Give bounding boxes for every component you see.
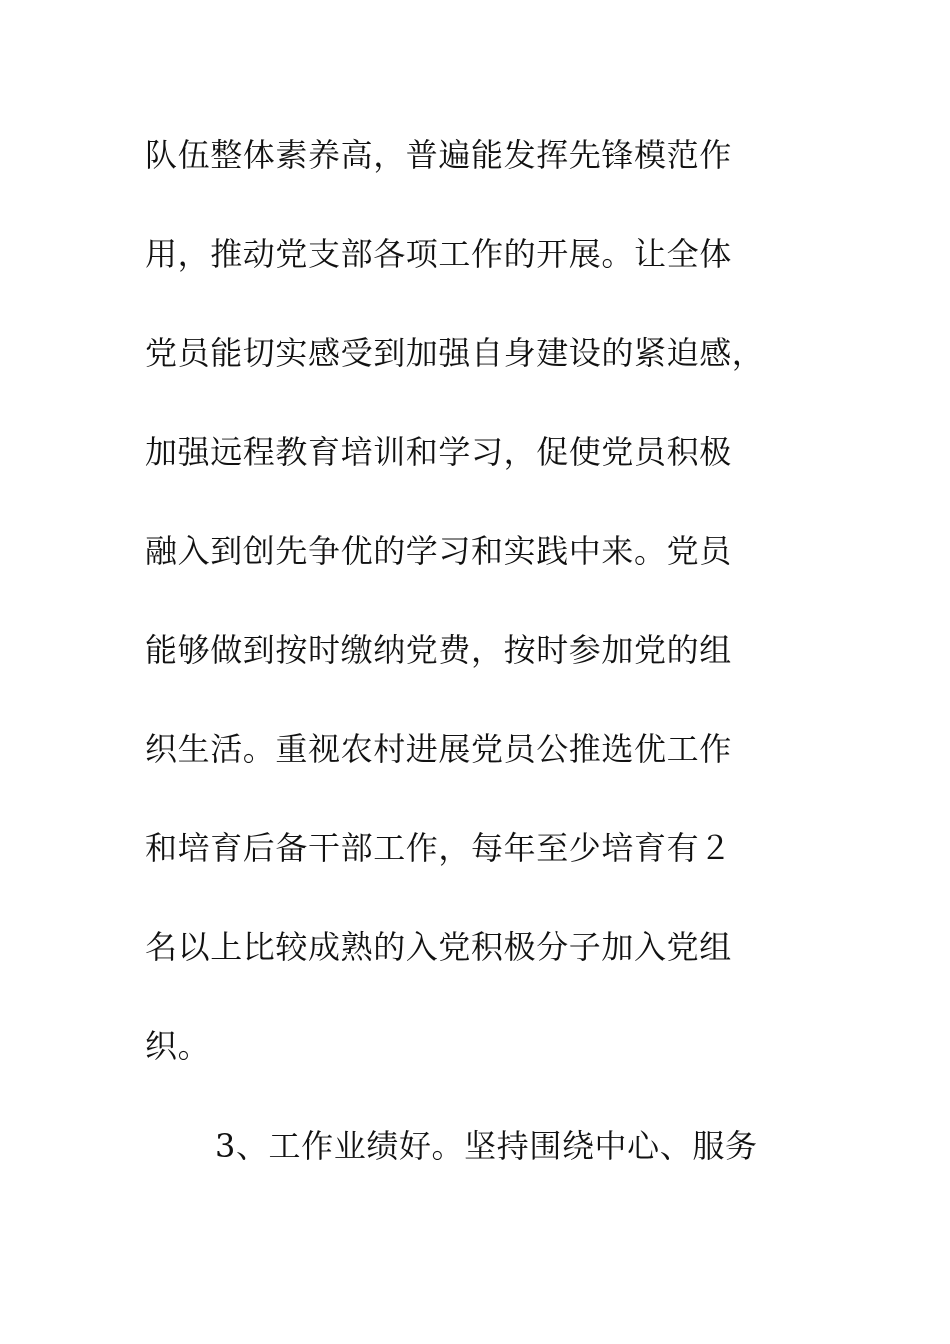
paragraph-2 [145,1117,805,1216]
text-line: 3、工作业绩好。坚持围绕中心、服务 [215,1127,758,1165]
text-line: 名以上比较成熟的入党积极分子加入党组 [145,928,732,966]
text-line: 加强远程教育培训和学习，促使党员积极 [145,433,732,471]
text-line: 队伍整体素养高，普遍能发挥先锋模范作 [145,136,732,174]
text-line: 和培育后备干部工作，每年至少培育有２ [145,829,732,867]
paragraph-1 [145,126,805,1087]
text-line: 织。 [145,1027,211,1065]
text-line: 能够做到按时缴纳党费，按时参加党的组 [145,631,732,669]
text-line: 党员能切实感受到加强自身建设的紧迫感， [145,334,765,372]
body-text [145,126,805,1216]
text-line: 织生活。重视农村进展党员公推选优工作 [145,730,732,768]
text-line: 融入到创先争优的学习和实践中来。党员 [145,532,732,570]
text-line: 用，推动党支部各项工作的开展。让全体 [145,235,732,273]
